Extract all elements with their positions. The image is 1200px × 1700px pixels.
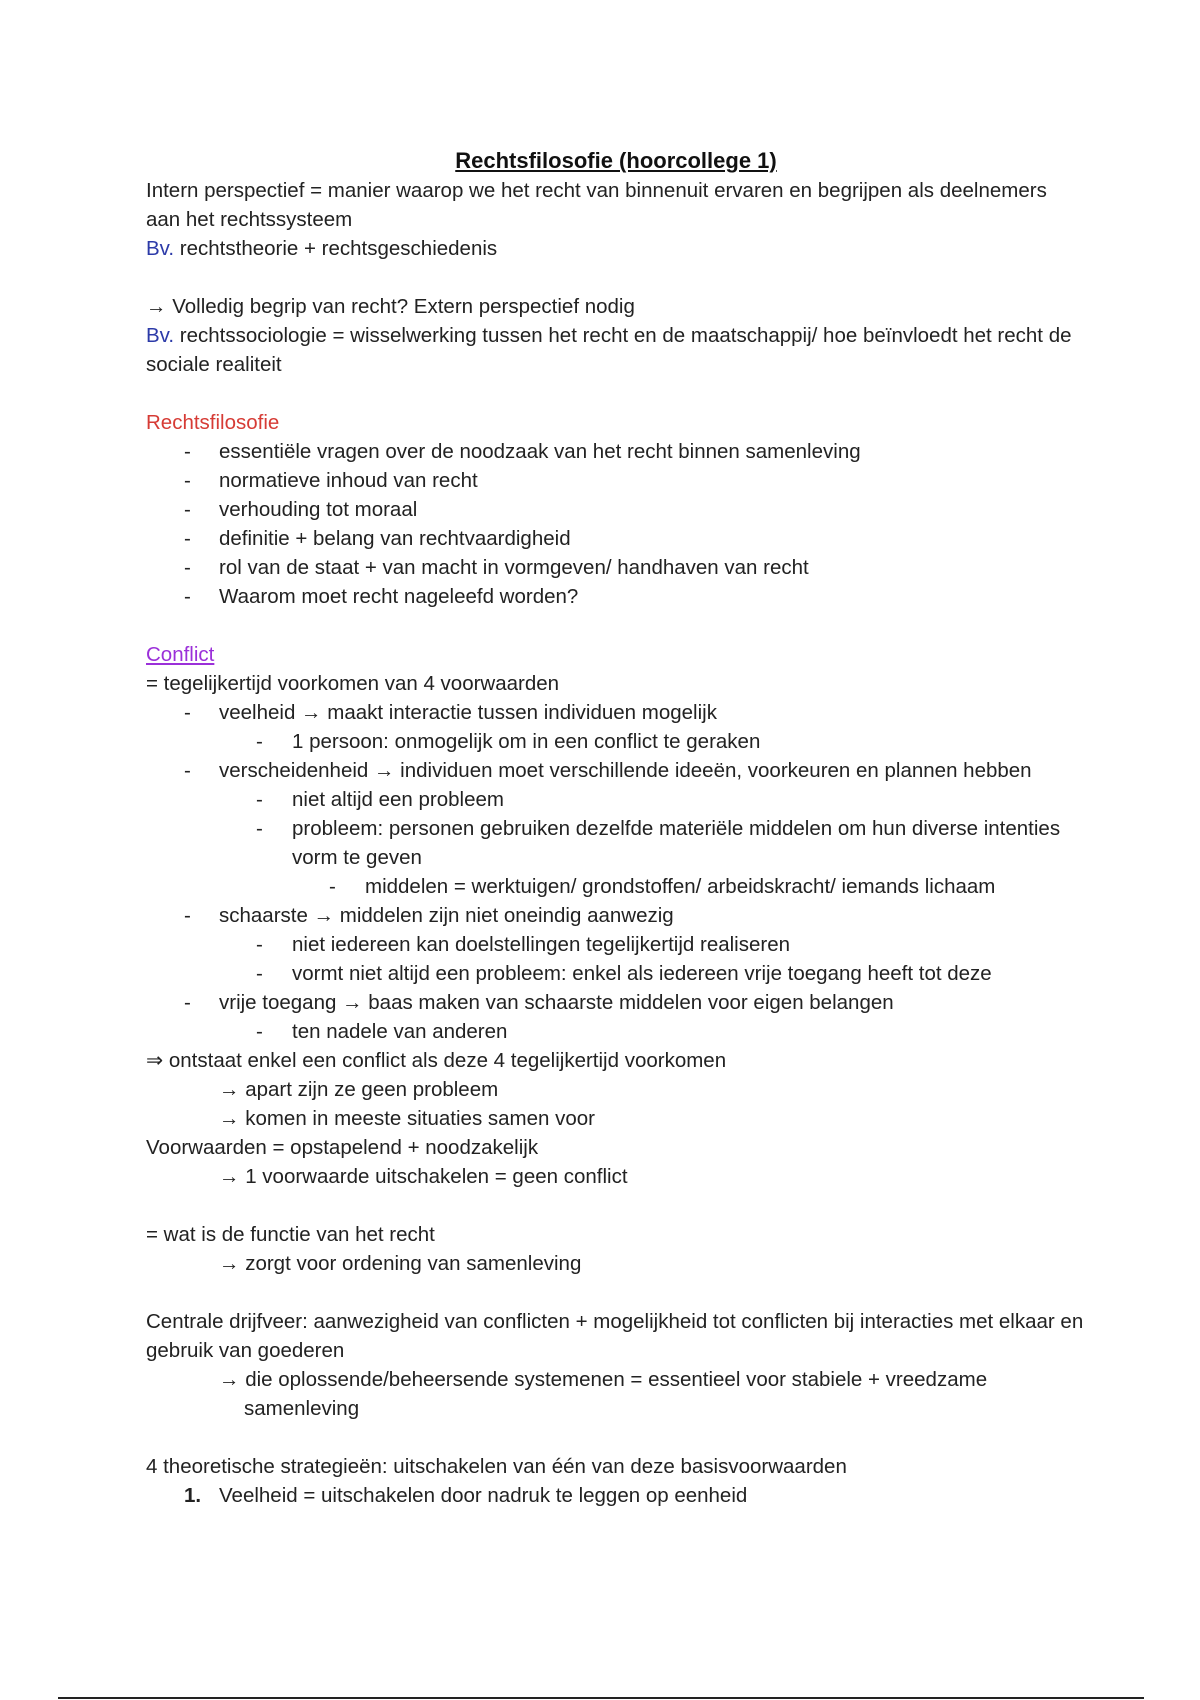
section-heading-conflict[interactable] — [146, 640, 1086, 669]
conclusion-line: ⇒ ontstaat enkel een conflict als deze 4 tegelijkertijd voorkomen — [146, 1049, 727, 1072]
list-item: - vrije toegang → baas maken van schaarste middelen voor eigen belangen — [146, 988, 1086, 1017]
conflict-definition: = tegelijkertijd voorkomen van 4 voorwaarden — [146, 672, 560, 695]
document-body — [146, 146, 1086, 1510]
list-item — [146, 1481, 1086, 1510]
list-number: 1. — [184, 1484, 202, 1507]
voorwaarden-list — [146, 988, 1086, 1017]
voorwaarden-list — [146, 698, 1086, 727]
voorwaarden-list — [146, 901, 1086, 930]
list-item: - rol van de staat + van macht in vormgeven/ handhaven van recht — [146, 553, 1086, 582]
sub-list — [146, 1017, 1086, 1046]
list-item: - niet altijd een probleem — [146, 785, 1086, 814]
list-item: - veelheid → maakt interactie tussen individuen mogelijk — [146, 698, 1086, 727]
page-title: Rechtsfilosofie (hoorcollege 1) — [455, 148, 777, 173]
list-item: - verhouding tot moraal — [146, 495, 1086, 524]
list-item: - 1 persoon: onmogelijk om in een conflict te geraken — [146, 727, 1086, 756]
example-label: Bv. — [146, 237, 175, 260]
sub-list — [146, 727, 1086, 756]
arrow-line: → komen in meeste situaties samen voor — [219, 1107, 595, 1130]
intern-perspectief-text: Intern perspectief = manier waarop we het recht van binnenuit ervaren en begrijpen als deelnemers aan het rechtssysteem — [146, 179, 1047, 231]
list-item: - ten nadele van anderen — [146, 1017, 1086, 1046]
voorwaarden-list — [146, 756, 1086, 785]
list-item: - vormt niet altijd een probleem: enkel als iedereen vrije toegang heeft tot deze — [146, 959, 1086, 988]
page-bottom-rule — [58, 1697, 1144, 1699]
strategieen-list — [146, 1481, 1086, 1510]
example-label: Bv. — [146, 324, 175, 347]
list-item: - middelen = werktuigen/ grondstoffen/ arbeidskracht/ iemands lichaam — [146, 872, 1086, 901]
example-text: rechtssociologie = wisselwerking tussen het recht en de maatschappij/ hoe beïnvloedt het recht de sociale realiteit — [146, 324, 1072, 376]
rechtsfilosofie-list — [146, 437, 1086, 611]
sub-list — [146, 785, 1086, 872]
drijfveer-text: Centrale drijfveer: aanwezigheid van conflicten + mogelijkheid tot conflicten bij interacties met elkaar en gebruik van goederen — [146, 1310, 1084, 1362]
conflict-link[interactable]: Conflict — [146, 643, 215, 666]
example-text: rechtstheorie + rechtsgeschiedenis — [174, 237, 498, 260]
list-item: - schaarste → middelen zijn niet oneindig aanwezig — [146, 901, 1086, 930]
list-item: - verscheidenheid → individuen moet verschillende ideeën, voorkeuren en plannen hebben — [146, 756, 1086, 785]
list-item: - definitie + belang van rechtvaardigheid — [146, 524, 1086, 553]
list-text: Veelheid = uitschakelen door nadruk te leggen op eenheid — [219, 1484, 748, 1507]
sub-list — [146, 930, 1086, 988]
arrow-line: → zorgt voor ordening van samenleving — [219, 1252, 582, 1275]
sub-sub-list — [146, 872, 1086, 901]
example-line — [146, 321, 1086, 379]
list-item: - Waarom moet recht nageleefd worden? — [146, 582, 1086, 611]
functie-line: = wat is de functie van het recht — [146, 1223, 435, 1246]
list-item: - niet iedereen kan doelstellingen tegelijkertijd realiseren — [146, 930, 1086, 959]
list-item: - probleem: personen gebruiken dezelfde materiële middelen om hun diverse intenties vorm te geven — [146, 814, 1086, 872]
arrow-line: → die oplossende/beheersende systemenen = essentieel voor stabiele + vreedzame samenleving — [219, 1368, 988, 1420]
section-heading-rechtsfilosofie: Rechtsfilosofie — [146, 411, 280, 434]
voorwaarden-line: Voorwaarden = opstapelend + noodzakelijk — [146, 1136, 539, 1159]
example-line — [146, 234, 1086, 263]
list-item: - essentiële vragen over de noodzaak van het recht binnen samenleving — [146, 437, 1086, 466]
extern-perspectief-text: → Volledig begrip van recht? Extern perspectief nodig — [146, 295, 635, 318]
arrow-line: → apart zijn ze geen probleem — [219, 1078, 499, 1101]
list-item: - normatieve inhoud van recht — [146, 466, 1086, 495]
strategieen-intro: 4 theoretische strategieën: uitschakelen van één van deze basisvoorwaarden — [146, 1455, 847, 1478]
arrow-line: → 1 voorwaarde uitschakelen = geen conflict — [219, 1165, 628, 1188]
